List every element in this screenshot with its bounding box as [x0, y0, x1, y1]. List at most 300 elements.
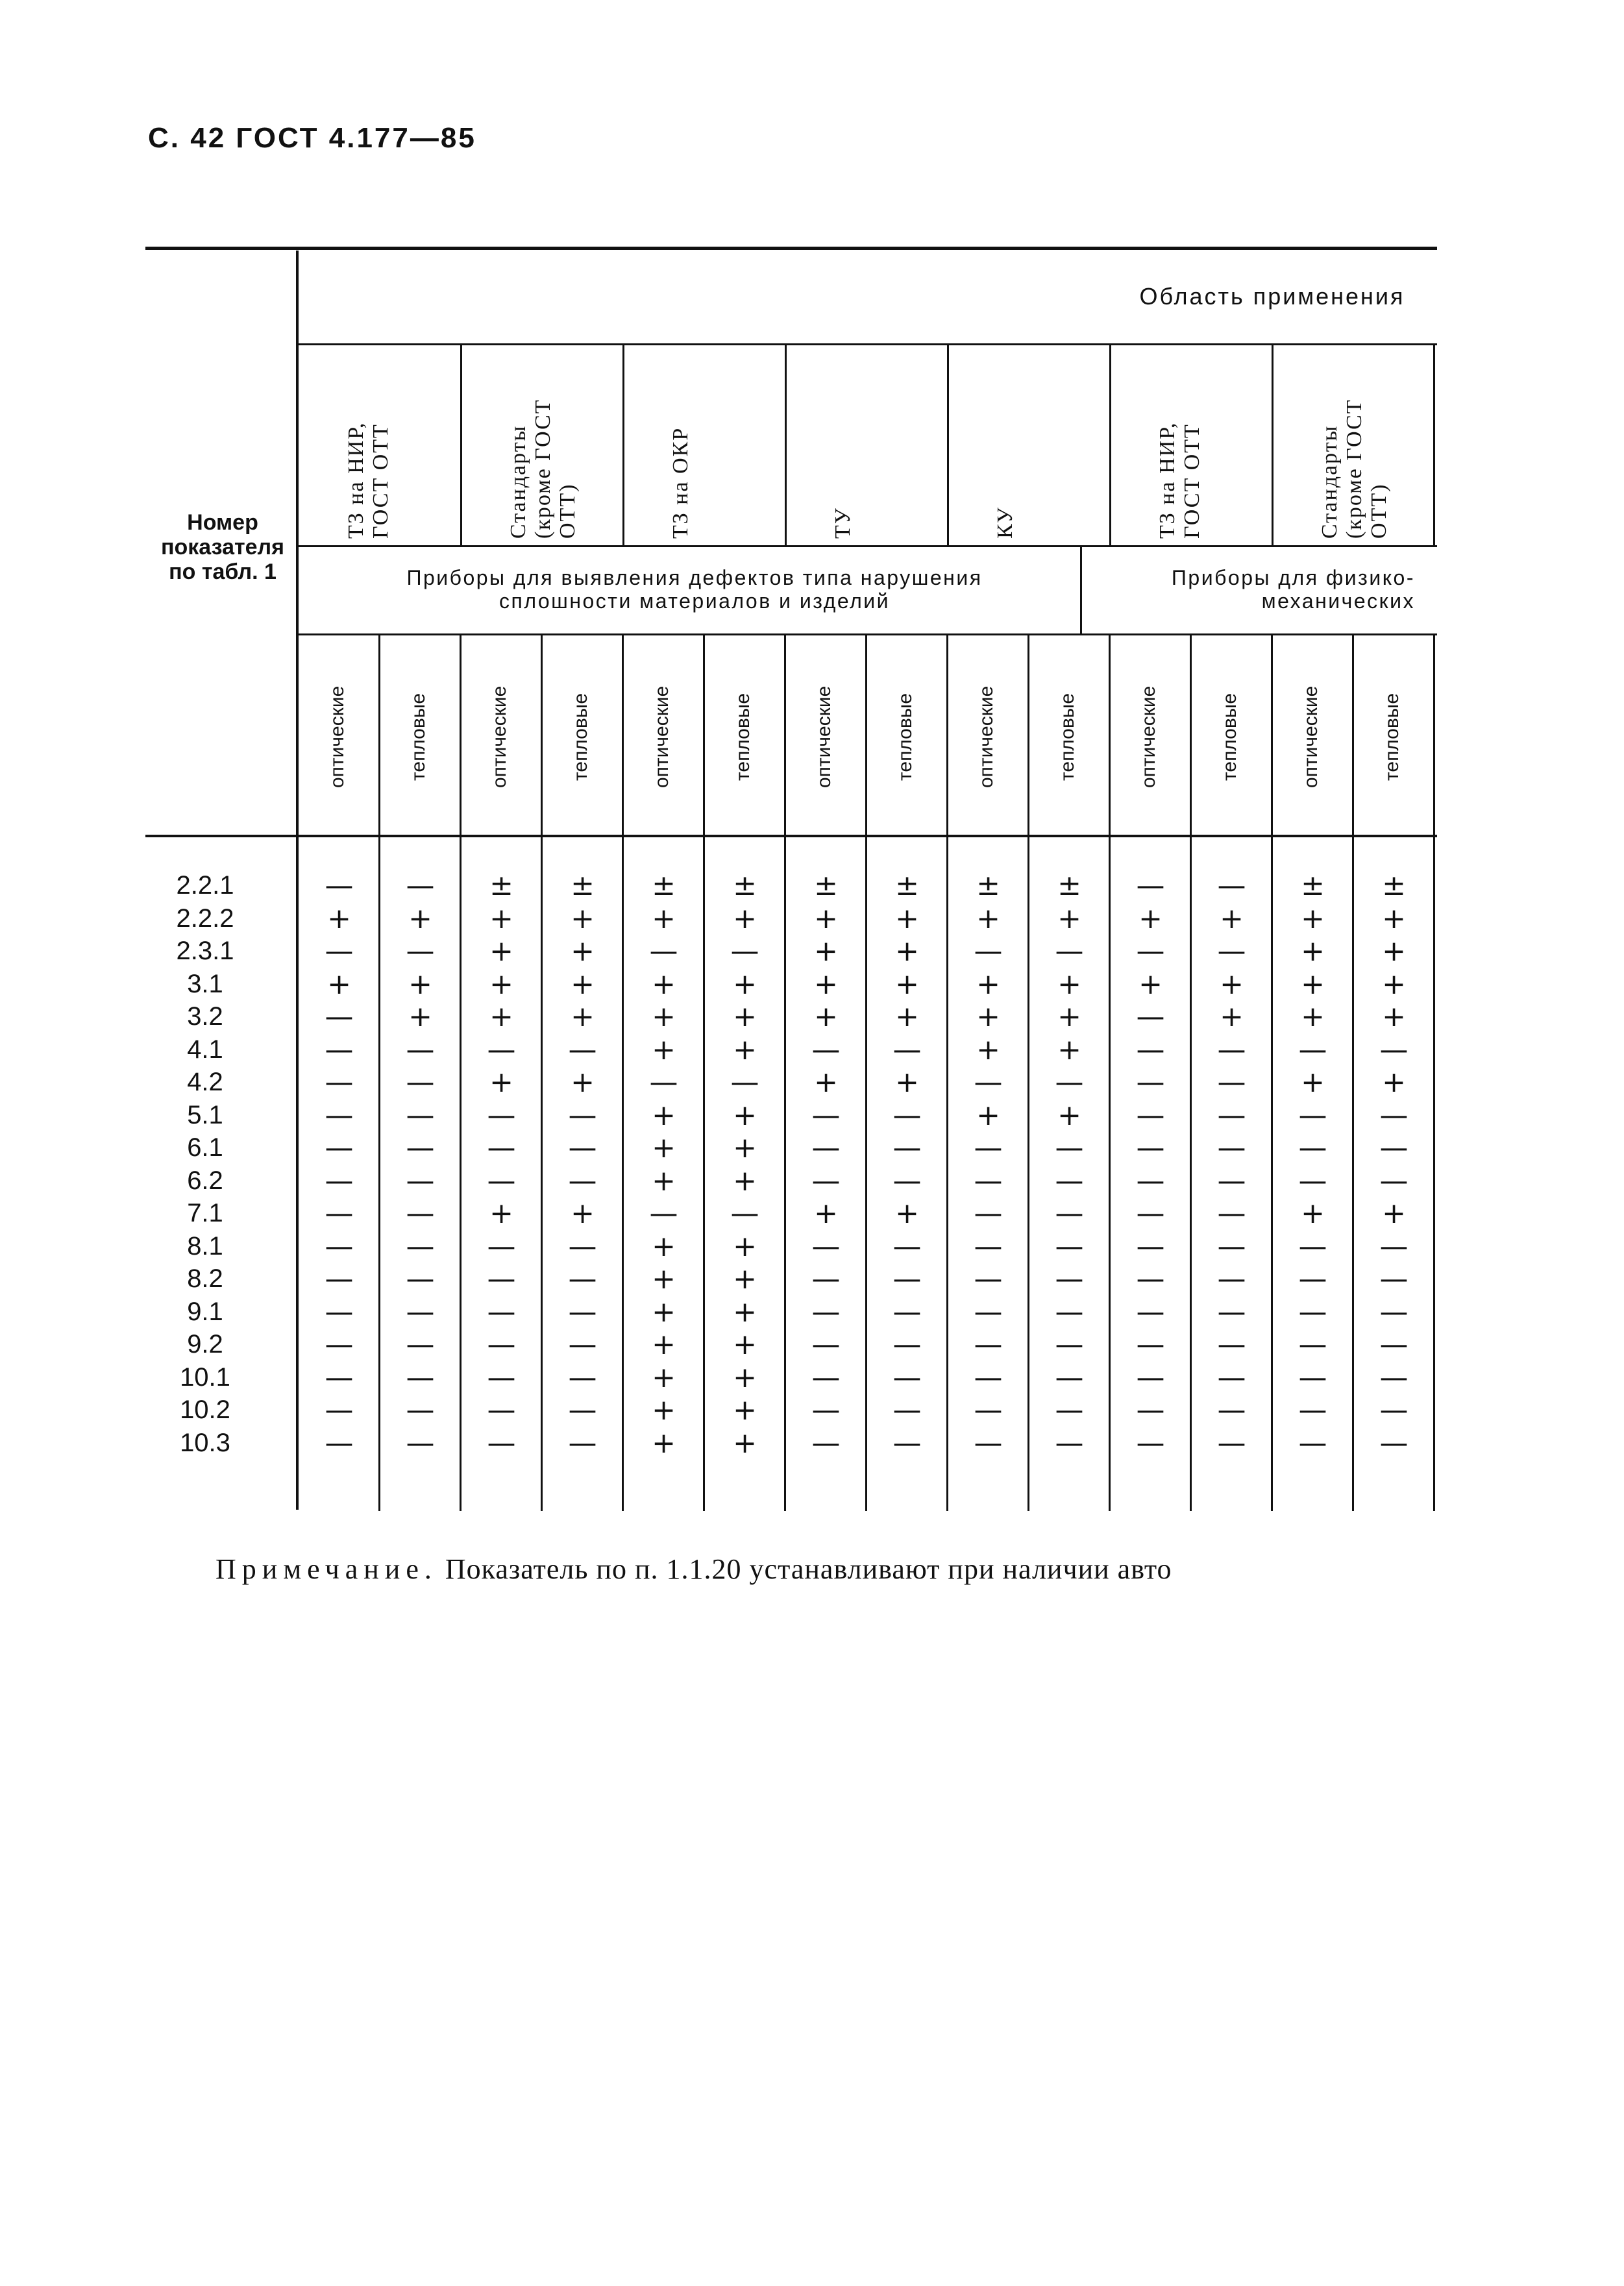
row-header-divider	[296, 251, 299, 1510]
table-cell: —	[974, 1328, 1003, 1361]
table-cell: +	[733, 1394, 757, 1427]
table-cell: —	[1055, 1262, 1084, 1296]
table-cell: +	[733, 902, 757, 935]
table-cell: +	[652, 1426, 676, 1460]
table-cell: —	[406, 935, 435, 968]
table-cell: —	[406, 1197, 435, 1230]
table-cell: —	[811, 1229, 841, 1263]
table-cell: —	[325, 1262, 354, 1296]
table-cell: +	[571, 1197, 595, 1230]
table-cell: —	[1217, 1197, 1246, 1230]
table-cell: —	[1298, 1229, 1327, 1263]
table-cell: —	[487, 1328, 516, 1361]
table-cell: —	[325, 1033, 354, 1066]
table-cell: —	[892, 1262, 922, 1296]
table-cell: —	[892, 1098, 922, 1132]
table-cell: —	[487, 1131, 516, 1164]
table-cell: —	[1298, 1295, 1327, 1329]
row-number: 10.1	[180, 1362, 230, 1392]
table-cell: +	[1057, 902, 1081, 935]
table-cell: —	[325, 1197, 354, 1230]
table-cell: +	[489, 935, 513, 968]
table-cell: +	[733, 1229, 757, 1263]
table-cell: —	[811, 1131, 841, 1164]
table-cell: —	[487, 1033, 516, 1066]
table-cell: +	[895, 1000, 919, 1033]
sub-column-header: оптические	[1137, 685, 1159, 788]
table-cell: +	[1220, 1000, 1244, 1033]
table-cell: —	[1379, 1426, 1409, 1460]
table-cell: —	[325, 1131, 354, 1164]
column-divider	[1433, 635, 1435, 1511]
table-cell: +	[1220, 967, 1244, 1001]
header-bottom-rule	[145, 835, 1437, 837]
table-cell: —	[568, 1328, 597, 1361]
doc-type-header: Стандарты (кроме ГОСТ ОТТ)	[506, 399, 580, 539]
table-cell: —	[649, 1197, 678, 1230]
table-cell: —	[1379, 1229, 1409, 1263]
table-cell: —	[974, 1394, 1003, 1427]
table-cell: ±	[1057, 869, 1081, 902]
table-cell: —	[406, 1262, 435, 1296]
table-cell: —	[568, 1295, 597, 1329]
table-cell: +	[489, 1197, 513, 1230]
sub-column-header: тепловые	[1056, 693, 1078, 781]
doc-type-header: ТУ	[831, 507, 855, 539]
table-cell: —	[892, 1131, 922, 1164]
table-cell: —	[568, 1229, 597, 1263]
table-cell: +	[1301, 935, 1325, 968]
table-cell: —	[1217, 1426, 1246, 1460]
table-cell: —	[325, 1066, 354, 1099]
table-cell: —	[487, 1164, 516, 1198]
column-divider	[1190, 635, 1192, 1511]
table-cell: +	[327, 967, 351, 1001]
table-cell: +	[489, 1066, 513, 1099]
table-cell: —	[1055, 1131, 1084, 1164]
table-cell: +	[652, 967, 676, 1001]
table-cell: —	[406, 1229, 435, 1263]
row-number: 4.2	[187, 1068, 223, 1096]
table-cell: —	[1136, 1426, 1165, 1460]
doc-type-divider	[1272, 344, 1273, 547]
row-number: 9.2	[187, 1330, 223, 1358]
table-cell: —	[568, 1098, 597, 1132]
table-cell: —	[568, 1426, 597, 1460]
doc-type-header: ТЗ на ОКР	[669, 426, 693, 539]
table-cell: —	[730, 1197, 759, 1230]
table-cell: +	[976, 1033, 1000, 1066]
table-cell: —	[1298, 1098, 1327, 1132]
table-cell: —	[974, 1164, 1003, 1198]
table-cell: —	[1136, 1098, 1165, 1132]
column-divider	[541, 635, 543, 1511]
table-cell: +	[733, 1328, 757, 1361]
table-cell: ±	[489, 869, 513, 902]
column-divider	[784, 635, 786, 1511]
doc-type-header: Стандарты (кроме ГОСТ ОТТ)	[1318, 399, 1391, 539]
table-cell: —	[811, 1295, 841, 1329]
doc-type-header: КУ	[993, 506, 1017, 539]
table-cell: +	[895, 902, 919, 935]
sub-column-header: оптические	[488, 685, 510, 788]
table-cell: —	[1217, 1164, 1246, 1198]
table-cell: —	[1136, 1229, 1165, 1263]
table-cell: ±	[1301, 869, 1325, 902]
table-cell: +	[1301, 902, 1325, 935]
table-cell: —	[974, 1426, 1003, 1460]
table-cell: +	[1057, 1000, 1081, 1033]
table-cell: —	[892, 1394, 922, 1427]
table-cell: +	[652, 1131, 676, 1164]
table-cell: —	[892, 1360, 922, 1394]
table-cell: —	[487, 1426, 516, 1460]
table-cell: —	[406, 1033, 435, 1066]
table-cell: +	[814, 935, 838, 968]
table-cell: —	[1217, 1360, 1246, 1394]
table-cell: —	[1217, 1066, 1246, 1099]
table-cell: —	[1136, 1066, 1165, 1099]
table-cell: —	[1136, 1262, 1165, 1296]
column-divider	[378, 635, 380, 1511]
table-cell: —	[325, 1394, 354, 1427]
table-cell: ±	[814, 869, 838, 902]
sub-column-header: оптические	[650, 685, 672, 788]
column-divider	[460, 635, 461, 1511]
table-note	[215, 1553, 1172, 1586]
table-cell: —	[487, 1229, 516, 1263]
table-cell: —	[406, 1426, 435, 1460]
table-cell: —	[1379, 1295, 1409, 1329]
table-cell: —	[568, 1131, 597, 1164]
column-divider	[703, 635, 705, 1511]
row-number: 10.2	[180, 1395, 230, 1424]
table-cell: —	[974, 1295, 1003, 1329]
table-cell: —	[1217, 1131, 1246, 1164]
table-cell: —	[325, 1360, 354, 1394]
table-cell: +	[976, 1098, 1000, 1132]
column-divider	[1271, 635, 1273, 1511]
table-cell: —	[568, 1164, 597, 1198]
table-cell: +	[895, 967, 919, 1001]
column-divider	[1352, 635, 1354, 1511]
table-cell: —	[1379, 1394, 1409, 1427]
table-cell: —	[325, 935, 354, 968]
table-cell: +	[571, 1000, 595, 1033]
table-cell: +	[733, 1262, 757, 1296]
table-cell: —	[811, 1164, 841, 1198]
table-cell: —	[974, 1229, 1003, 1263]
table-cell: —	[892, 1426, 922, 1460]
table-cell: ±	[571, 869, 595, 902]
table-cell: —	[730, 1066, 759, 1099]
table-cell: —	[1055, 1360, 1084, 1394]
table-cell: +	[733, 1426, 757, 1460]
sub-column-header: тепловые	[1218, 693, 1240, 781]
row-number: 6.2	[187, 1166, 223, 1195]
table-cell: —	[1217, 1295, 1246, 1329]
table-cell: +	[489, 1000, 513, 1033]
table-cell: —	[406, 1131, 435, 1164]
table-cell: ±	[1382, 869, 1406, 902]
table-cell: —	[1055, 1328, 1084, 1361]
table-cell: +	[1057, 1033, 1081, 1066]
table-cell: —	[568, 1262, 597, 1296]
table-cell: —	[892, 1295, 922, 1329]
table-cell: —	[325, 1164, 354, 1198]
table-cell: +	[652, 1360, 676, 1394]
table-cell: —	[1055, 1295, 1084, 1329]
table-cell: —	[1136, 935, 1165, 968]
table-cell: —	[1217, 1328, 1246, 1361]
doc-type-divider	[785, 344, 787, 547]
table-cell: —	[325, 869, 354, 902]
table-cell: —	[1379, 1328, 1409, 1361]
table-cell: +	[1220, 902, 1244, 935]
table-cell: —	[811, 1360, 841, 1394]
sub-column-header: оптические	[975, 685, 997, 788]
table-cell: —	[325, 1229, 354, 1263]
table-cell: ±	[733, 869, 757, 902]
column-divider	[1109, 635, 1111, 1511]
table-cell: —	[811, 1328, 841, 1361]
table-cell: —	[1217, 935, 1246, 968]
table-cell: —	[406, 869, 435, 902]
table-cell: —	[1055, 1394, 1084, 1427]
table-cell: +	[1301, 1000, 1325, 1033]
row-number: 8.1	[187, 1231, 223, 1260]
table-cell: —	[892, 1033, 922, 1066]
row-number: 5.1	[187, 1100, 223, 1129]
table-cell: +	[814, 902, 838, 935]
table-cell: +	[1382, 1197, 1406, 1230]
note-label: Примечание.	[215, 1553, 437, 1585]
row-number: 2.2.2	[176, 903, 234, 933]
table-cell: —	[1298, 1328, 1327, 1361]
table-cell: —	[1298, 1394, 1327, 1427]
table-cell: +	[733, 1033, 757, 1066]
row-number: 10.3	[180, 1428, 230, 1457]
table-cell: +	[1382, 967, 1406, 1001]
table-cell: +	[1382, 1000, 1406, 1033]
table-cell: —	[1055, 1426, 1084, 1460]
table-cell: +	[652, 1033, 676, 1066]
table-cell: —	[487, 1360, 516, 1394]
column-divider	[865, 635, 867, 1511]
column-divider	[622, 635, 624, 1511]
table-cell: —	[892, 1164, 922, 1198]
table-cell: +	[814, 1000, 838, 1033]
doc-type-divider	[622, 344, 624, 547]
note-text: Показатель по п. 1.1.20 устанавливают при наличии авто	[445, 1553, 1172, 1585]
table-cell: —	[892, 1229, 922, 1263]
table-cell: +	[652, 1229, 676, 1263]
table-cell: —	[1379, 1262, 1409, 1296]
table-cell: —	[811, 1262, 841, 1296]
table-cell: —	[568, 1360, 597, 1394]
table-cell: —	[1136, 1295, 1165, 1329]
column-divider	[946, 635, 948, 1511]
table-cell: —	[892, 1328, 922, 1361]
table-cell: —	[1136, 1360, 1165, 1394]
column-divider	[1027, 635, 1029, 1511]
table-cell: +	[1301, 1066, 1325, 1099]
table-cell: —	[1217, 869, 1246, 902]
table-cell: —	[406, 1295, 435, 1329]
group-divider	[1080, 547, 1082, 635]
table-cell: —	[1055, 1197, 1084, 1230]
sub-column-header: тепловые	[1381, 693, 1403, 781]
table-cell: —	[811, 1426, 841, 1460]
table-cell: +	[408, 967, 432, 1001]
table-cell: +	[327, 902, 351, 935]
table-cell: +	[489, 902, 513, 935]
table-cell: —	[1136, 1164, 1165, 1198]
table-cell: —	[325, 1098, 354, 1132]
table-cell: —	[325, 1328, 354, 1361]
table-cell: —	[1379, 1164, 1409, 1198]
table-cell: +	[1382, 1066, 1406, 1099]
sub-column-header: тепловые	[894, 693, 916, 781]
table-cell: —	[1136, 1033, 1165, 1066]
table-cell: +	[652, 902, 676, 935]
table-cell: —	[406, 1066, 435, 1099]
table-cell: +	[408, 1000, 432, 1033]
table-cell: —	[974, 935, 1003, 968]
table-cell: —	[406, 1098, 435, 1132]
table-cell: —	[1136, 1394, 1165, 1427]
doc-type-divider	[460, 344, 462, 547]
table-cell: —	[325, 1000, 354, 1033]
table-cell: +	[571, 1066, 595, 1099]
sub-column-header: тепловые	[407, 693, 429, 781]
table-cell: —	[568, 1033, 597, 1066]
table-cell: —	[568, 1394, 597, 1427]
table-top-rule	[145, 247, 1437, 250]
row-number: 4.1	[187, 1035, 223, 1064]
table-cell: +	[652, 1262, 676, 1296]
table-cell: —	[1298, 1360, 1327, 1394]
table-cell: —	[1379, 1098, 1409, 1132]
doc-types-rule	[299, 545, 1437, 547]
table-cell: —	[487, 1098, 516, 1132]
groups-rule	[299, 633, 1437, 635]
page-header: С. 42 ГОСТ 4.177—85	[148, 122, 476, 154]
table-cell: +	[652, 1098, 676, 1132]
table-cell: —	[1298, 1262, 1327, 1296]
sub-column-header: оптические	[1299, 685, 1322, 788]
table-cell: +	[652, 1328, 676, 1361]
table-cell: —	[1298, 1131, 1327, 1164]
table-cell: +	[895, 1066, 919, 1099]
table-cell: —	[1136, 1000, 1165, 1033]
table-cell: +	[814, 1066, 838, 1099]
table-cell: —	[1217, 1033, 1246, 1066]
table-cell: —	[974, 1066, 1003, 1099]
row-number: 7.1	[187, 1199, 223, 1227]
table-cell: —	[811, 1394, 841, 1427]
sub-column-header: тепловые	[732, 693, 754, 781]
table-cell: —	[487, 1394, 516, 1427]
table-cell: +	[652, 1394, 676, 1427]
table-cell: —	[1055, 935, 1084, 968]
row-number: 8.2	[187, 1264, 223, 1293]
table-cell: +	[733, 1000, 757, 1033]
table-cell: —	[406, 1394, 435, 1427]
table-cell: —	[649, 935, 678, 968]
table-cell: +	[733, 967, 757, 1001]
table-cell: —	[1379, 1360, 1409, 1394]
table-cell: —	[974, 1262, 1003, 1296]
table-cell: +	[1382, 935, 1406, 968]
row-number: 2.3.1	[176, 937, 234, 965]
table-cell: —	[1217, 1262, 1246, 1296]
table-cell: —	[1136, 869, 1165, 902]
table-cell: —	[1055, 1164, 1084, 1198]
table-cell: —	[1136, 1328, 1165, 1361]
table-cell: —	[406, 1328, 435, 1361]
table-cell: —	[1298, 1426, 1327, 1460]
table-cell: —	[487, 1295, 516, 1329]
row-header-label: Номер показателя по табл. 1	[160, 510, 284, 584]
table-cell: +	[733, 1131, 757, 1164]
table-cell: ±	[976, 869, 1000, 902]
table-cell: +	[976, 967, 1000, 1001]
table-cell: —	[1298, 1033, 1327, 1066]
table-cell: —	[649, 1066, 678, 1099]
table-cell: —	[811, 1098, 841, 1132]
doc-type-divider	[947, 344, 949, 547]
table-cell: —	[1136, 1131, 1165, 1164]
table-cell: +	[489, 967, 513, 1001]
table-cell: —	[1379, 1131, 1409, 1164]
table-cell: —	[1379, 1033, 1409, 1066]
area-title-rule	[299, 343, 1437, 345]
table-cell: +	[1301, 1197, 1325, 1230]
table-cell: +	[571, 902, 595, 935]
table-cell: +	[814, 1197, 838, 1230]
table-cell: —	[1217, 1098, 1246, 1132]
table-cell: —	[1298, 1164, 1327, 1198]
table-cell: +	[1057, 1098, 1081, 1132]
table-cell: +	[1138, 902, 1163, 935]
table-cell: +	[652, 1295, 676, 1329]
table-cell: —	[974, 1360, 1003, 1394]
table-cell: —	[730, 935, 759, 968]
row-number: 9.1	[187, 1297, 223, 1326]
table-cell: +	[733, 1360, 757, 1394]
table-cell: +	[814, 967, 838, 1001]
table-cell: —	[487, 1262, 516, 1296]
sub-column-header: тепловые	[569, 693, 591, 781]
table-cell: —	[811, 1033, 841, 1066]
doc-type-divider	[1109, 344, 1111, 547]
doc-type-right-edge	[1433, 344, 1435, 547]
table-cell: +	[652, 1164, 676, 1198]
row-number: 6.1	[187, 1133, 223, 1162]
table-cell: —	[1055, 1066, 1084, 1099]
group-defects-label: Приборы для выявления дефектов типа нарушения сплошности материалов и изделий	[406, 566, 983, 613]
table-cell: —	[1136, 1197, 1165, 1230]
table-cell: +	[1382, 902, 1406, 935]
row-number: 3.1	[187, 969, 223, 998]
row-number: 3.2	[187, 1002, 223, 1031]
row-number: 2.2.1	[176, 871, 234, 900]
table-cell: +	[733, 1098, 757, 1132]
group-physmech-label: Приборы для физико-механических	[1171, 566, 1415, 613]
table-cell: +	[571, 967, 595, 1001]
doc-type-header: ТЗ на НИР, ГОСТ ОТТ	[1155, 421, 1204, 539]
